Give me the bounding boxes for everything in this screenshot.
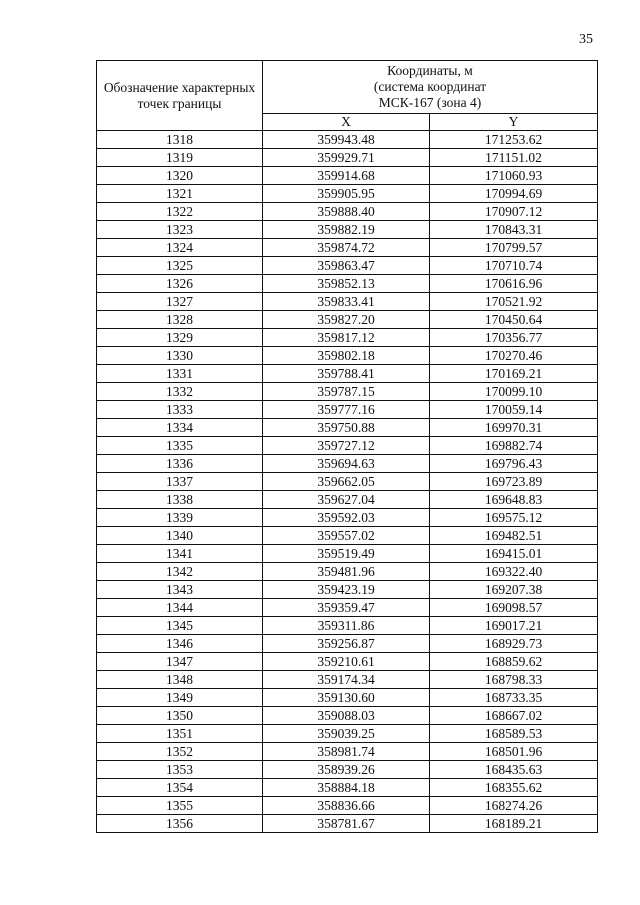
x-coordinate-cell: 359929.71	[263, 149, 430, 167]
x-coordinate-cell: 359787.15	[263, 383, 430, 401]
point-cell: 1351	[97, 725, 263, 743]
y-coordinate-cell: 170907.12	[430, 203, 598, 221]
point-cell: 1332	[97, 383, 263, 401]
table-row	[97, 527, 598, 545]
y-coordinate-cell: 169723.89	[430, 473, 598, 491]
table-row	[97, 149, 598, 167]
y-coordinate-cell: 169882.74	[430, 437, 598, 455]
point-cell: 1338	[97, 491, 263, 509]
y-coordinate-cell: 170799.57	[430, 239, 598, 257]
table-row	[97, 545, 598, 563]
table-row	[97, 653, 598, 671]
point-cell: 1324	[97, 239, 263, 257]
point-cell: 1350	[97, 707, 263, 725]
point-cell: 1331	[97, 365, 263, 383]
point-cell: 1355	[97, 797, 263, 815]
x-coordinate-cell: 359888.40	[263, 203, 430, 221]
x-coordinate-cell: 359256.87	[263, 635, 430, 653]
y-coordinate-cell: 168501.96	[430, 743, 598, 761]
y-coordinate-cell: 168859.62	[430, 653, 598, 671]
y-coordinate-cell: 170843.31	[430, 221, 598, 239]
y-coordinate-cell: 169207.38	[430, 581, 598, 599]
table-row	[97, 185, 598, 203]
x-coordinate-cell: 359802.18	[263, 347, 430, 365]
table-row	[97, 131, 598, 149]
y-coordinate-cell: 170521.92	[430, 293, 598, 311]
table-row	[97, 797, 598, 815]
point-cell: 1323	[97, 221, 263, 239]
y-coordinate-cell: 169648.83	[430, 491, 598, 509]
x-coordinate-cell: 359592.03	[263, 509, 430, 527]
point-cell: 1347	[97, 653, 263, 671]
table-row	[97, 815, 598, 833]
y-coordinate-cell: 170450.64	[430, 311, 598, 329]
x-coordinate-cell: 359943.48	[263, 131, 430, 149]
y-coordinate-cell: 168189.21	[430, 815, 598, 833]
y-coordinate-cell: 170169.21	[430, 365, 598, 383]
point-cell: 1353	[97, 761, 263, 779]
y-coordinate-cell: 168667.02	[430, 707, 598, 725]
table-row	[97, 221, 598, 239]
x-coordinate-cell: 359039.25	[263, 725, 430, 743]
x-coordinate-cell: 359130.60	[263, 689, 430, 707]
y-coordinate-cell: 169322.40	[430, 563, 598, 581]
y-coordinate-cell: 170356.77	[430, 329, 598, 347]
coordinates-header-line-1: Координаты, м	[387, 63, 473, 78]
point-cell: 1345	[97, 617, 263, 635]
table-row	[97, 167, 598, 185]
table-row	[97, 491, 598, 509]
table-row	[97, 779, 598, 797]
x-coordinate-cell: 358939.26	[263, 761, 430, 779]
y-coordinate-cell: 169575.12	[430, 509, 598, 527]
point-cell: 1356	[97, 815, 263, 833]
x-coordinate-cell: 359519.49	[263, 545, 430, 563]
point-cell: 1333	[97, 401, 263, 419]
y-coordinate-cell: 170059.14	[430, 401, 598, 419]
point-cell: 1334	[97, 419, 263, 437]
coordinates-header-line-2: (система координат	[373, 79, 487, 94]
x-coordinate-cell: 359863.47	[263, 257, 430, 275]
y-coordinate-cell: 170616.96	[430, 275, 598, 293]
y-coordinate-cell: 170994.69	[430, 185, 598, 203]
table-row	[97, 473, 598, 491]
table-row	[97, 239, 598, 257]
x-coordinate-cell: 359727.12	[263, 437, 430, 455]
y-coordinate-cell: 171253.62	[430, 131, 598, 149]
x-coordinate-cell: 359905.95	[263, 185, 430, 203]
point-cell: 1344	[97, 599, 263, 617]
x-coordinate-cell: 358836.66	[263, 797, 430, 815]
y-coordinate-cell: 169970.31	[430, 419, 598, 437]
point-cell: 1320	[97, 167, 263, 185]
x-coordinate-cell: 358781.67	[263, 815, 430, 833]
table-row	[97, 257, 598, 275]
x-coordinate-cell: 359481.96	[263, 563, 430, 581]
table-row	[97, 563, 598, 581]
y-coordinate-cell: 168929.73	[430, 635, 598, 653]
point-cell: 1349	[97, 689, 263, 707]
point-cell: 1352	[97, 743, 263, 761]
x-coordinate-cell: 358884.18	[263, 779, 430, 797]
y-coordinate-cell: 168435.63	[430, 761, 598, 779]
coordinates-header	[263, 61, 598, 114]
x-coordinate-cell: 359817.12	[263, 329, 430, 347]
table-body	[97, 131, 598, 833]
y-coordinate-cell: 169415.01	[430, 545, 598, 563]
y-coordinate-cell: 168589.53	[430, 725, 598, 743]
x-coordinate-cell: 359852.13	[263, 275, 430, 293]
point-cell: 1327	[97, 293, 263, 311]
table-row	[97, 671, 598, 689]
y-coordinate-cell: 168274.26	[430, 797, 598, 815]
y-coordinate-cell: 170270.46	[430, 347, 598, 365]
y-coordinate-cell: 168355.62	[430, 779, 598, 797]
table-row	[97, 455, 598, 473]
point-cell: 1341	[97, 545, 263, 563]
point-cell: 1326	[97, 275, 263, 293]
x-coordinate-cell: 359914.68	[263, 167, 430, 185]
point-cell: 1328	[97, 311, 263, 329]
table-row	[97, 293, 598, 311]
table-row	[97, 365, 598, 383]
x-coordinate-cell: 359750.88	[263, 419, 430, 437]
point-cell: 1340	[97, 527, 263, 545]
table-row	[97, 599, 598, 617]
point-cell: 1321	[97, 185, 263, 203]
table-row	[97, 383, 598, 401]
x-coordinate-cell: 359359.47	[263, 599, 430, 617]
point-cell: 1354	[97, 779, 263, 797]
x-coordinate-cell: 359833.41	[263, 293, 430, 311]
point-cell: 1322	[97, 203, 263, 221]
x-coordinate-cell: 359662.05	[263, 473, 430, 491]
y-coordinate-cell: 168733.35	[430, 689, 598, 707]
x-coordinate-cell: 359088.03	[263, 707, 430, 725]
table-row	[97, 635, 598, 653]
page-number: 35	[579, 32, 593, 47]
point-cell: 1337	[97, 473, 263, 491]
coordinates-table	[96, 60, 598, 833]
table-row	[97, 401, 598, 419]
y-coordinate-cell: 170099.10	[430, 383, 598, 401]
point-designation-header: Обозначение характерных точек границы	[97, 61, 263, 131]
point-cell: 1348	[97, 671, 263, 689]
table-header	[97, 61, 598, 131]
table-row	[97, 311, 598, 329]
point-cell: 1343	[97, 581, 263, 599]
point-cell: 1319	[97, 149, 263, 167]
x-coordinate-cell: 359777.16	[263, 401, 430, 419]
table-row	[97, 329, 598, 347]
x-coordinate-cell: 359788.41	[263, 365, 430, 383]
point-cell: 1339	[97, 509, 263, 527]
x-coordinate-cell: 359311.86	[263, 617, 430, 635]
x-coordinate-cell: 359557.02	[263, 527, 430, 545]
x-coordinate-cell: 359882.19	[263, 221, 430, 239]
table-row	[97, 707, 598, 725]
table-row	[97, 743, 598, 761]
table-row	[97, 617, 598, 635]
x-coordinate-cell: 359627.04	[263, 491, 430, 509]
table-row	[97, 509, 598, 527]
point-cell: 1330	[97, 347, 263, 365]
x-coordinate-cell: 359174.34	[263, 671, 430, 689]
y-coordinate-cell: 171060.93	[430, 167, 598, 185]
point-cell: 1318	[97, 131, 263, 149]
x-coordinate-cell: 358981.74	[263, 743, 430, 761]
point-cell: 1336	[97, 455, 263, 473]
table-row	[97, 761, 598, 779]
point-cell: 1342	[97, 563, 263, 581]
x-coordinate-cell: 359874.72	[263, 239, 430, 257]
x-coordinate-cell: 359423.19	[263, 581, 430, 599]
x-coordinate-cell: 359694.63	[263, 455, 430, 473]
y-coordinate-cell: 171151.02	[430, 149, 598, 167]
table-row	[97, 275, 598, 293]
y-coordinate-cell: 169098.57	[430, 599, 598, 617]
table-row	[97, 419, 598, 437]
y-coordinate-cell: 169482.51	[430, 527, 598, 545]
point-cell: 1329	[97, 329, 263, 347]
y-coordinate-cell: 169796.43	[430, 455, 598, 473]
y-coordinate-cell: 170710.74	[430, 257, 598, 275]
table-row	[97, 203, 598, 221]
y-coordinate-cell: 169017.21	[430, 617, 598, 635]
point-cell: 1335	[97, 437, 263, 455]
table-row	[97, 725, 598, 743]
y-column-header: Y	[430, 114, 598, 131]
table-row	[97, 347, 598, 365]
x-coordinate-cell: 359210.61	[263, 653, 430, 671]
point-cell: 1346	[97, 635, 263, 653]
point-cell: 1325	[97, 257, 263, 275]
x-coordinate-cell: 359827.20	[263, 311, 430, 329]
table-row	[97, 437, 598, 455]
y-coordinate-cell: 168798.33	[430, 671, 598, 689]
table-row	[97, 581, 598, 599]
table-row	[97, 689, 598, 707]
coordinates-header-line-3: МСК-167 (зона 4)	[378, 95, 482, 110]
x-column-header: X	[263, 114, 430, 131]
